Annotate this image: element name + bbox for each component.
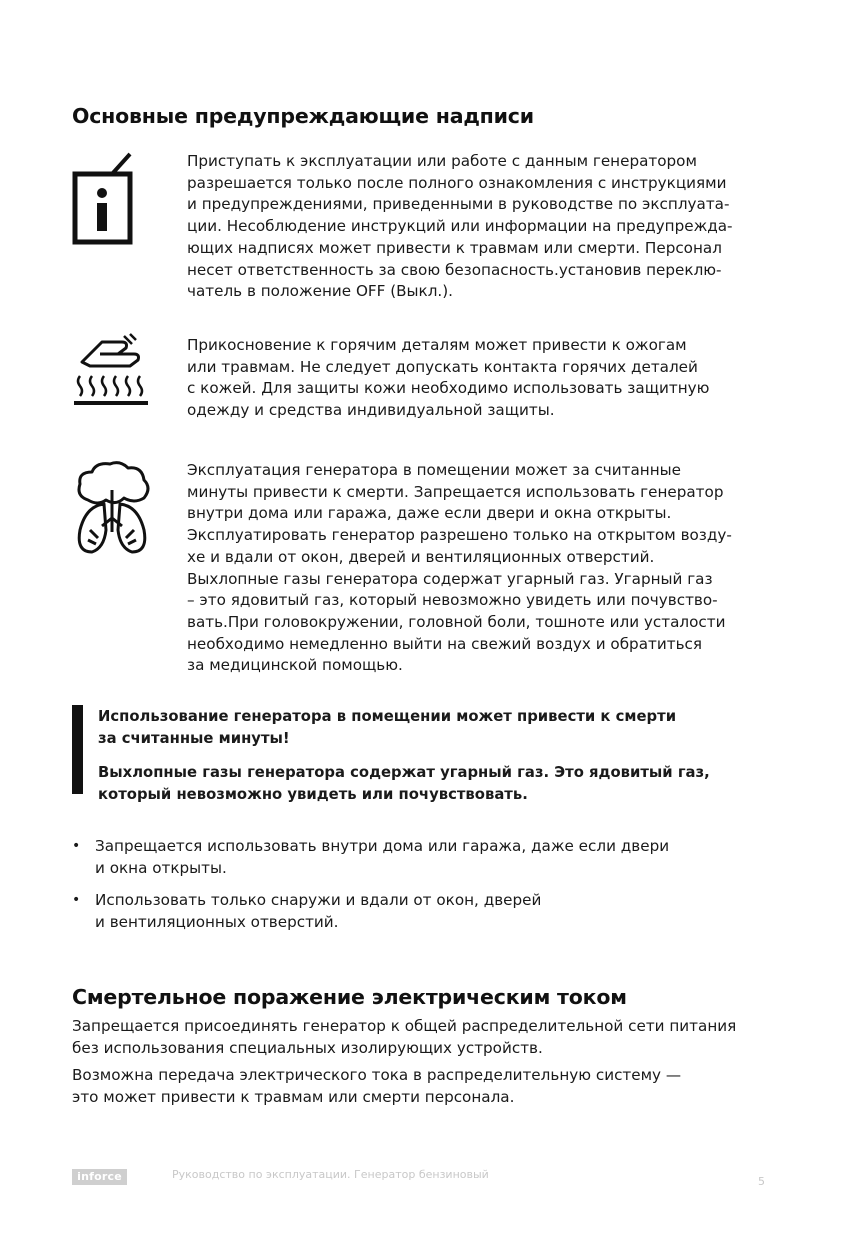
text-line: Выхлопные газы генератора содержат угарный газ. Это ядовитый газ, <box>98 764 710 781</box>
text-line: и окна открыты. <box>95 858 227 877</box>
text-line: – это ядовитый газ, который невозможно увидеть или почувство- <box>187 591 718 610</box>
text-line: несет ответственность за свою безопасность.установив переклю- <box>187 260 722 279</box>
hot-surface-icon <box>72 332 152 412</box>
list-item <box>72 836 772 879</box>
bullet-marker: • <box>72 838 81 854</box>
text-line: Эксплуатировать генератор разрешено только на открытом возду- <box>187 526 732 545</box>
brand-logo: inforce <box>72 1169 127 1185</box>
text-line: необходимо немедленно выйти на свежий воздух и обратиться <box>187 634 703 653</box>
text-line: без использования специальных изолирующих устройств. <box>72 1038 543 1057</box>
text-line: Приступать к эксплуатации или работе с данным генератором <box>187 152 697 170</box>
info-warning-text <box>187 151 787 303</box>
text-line: за считанные минуты! <box>98 729 290 747</box>
text-line: разрешается только после полного ознакомления с инструкциями <box>187 173 727 192</box>
callout-bar <box>72 705 83 794</box>
text-line: Запрещается использовать внутри дома или гаража, даже если двери <box>95 837 670 855</box>
bullet-marker: • <box>72 892 81 908</box>
text-line: и предупреждениями, приведенными в руководстве по эксплуата- <box>187 195 730 214</box>
footer-document-title: Руководство по эксплуатации. Генератор бензиновый <box>172 1168 489 1181</box>
text-line: или травмам. Не следует допускать контакта горячих деталей <box>187 357 698 376</box>
callout-paragraph-1 <box>98 706 778 749</box>
text-line: Использование генератора в помещении может привести к смерти <box>98 708 677 725</box>
text-line: хе и вдали от окон, дверей и вентиляционных отверстий. <box>187 547 655 566</box>
text-line: чатель в положение OFF (Выкл.). <box>187 282 454 301</box>
section-title-electric-shock: Смертельное поражение электрическим током <box>72 985 627 1009</box>
text-line: ющих надписях может привести к травмам или смерти. Персонал <box>187 238 722 257</box>
text-line: Запрещается присоединять генератор к общей распределительной сети питания <box>72 1017 737 1035</box>
section-title-warnings: Основные предупреждающие надписи <box>72 104 534 128</box>
text-line: Возможна передача электрического тока в распределительную систему — <box>72 1066 682 1084</box>
list-item <box>72 890 772 933</box>
text-line: внутри дома или гаража, даже если двери и окна открыты. <box>187 504 672 523</box>
text-line: с кожей. Для защиты кожи необходимо использовать защитную <box>187 379 710 398</box>
text-line: минуты привести к смерти. Запрещается использовать генератор <box>187 482 724 501</box>
toxic-fumes-warning-text <box>187 460 787 677</box>
manual-info-icon <box>72 150 134 250</box>
text-line: за медицинской помощью. <box>187 656 403 675</box>
text-line: и вентиляционных отверстий. <box>95 912 339 931</box>
electric-paragraph-1 <box>72 1016 792 1059</box>
text-line: который невозможно увидеть или почувствовать. <box>98 785 528 803</box>
page-number: 5 <box>758 1175 765 1188</box>
text-line: вать.При головокружении, головной боли, тошноте или усталости <box>187 612 726 631</box>
text-line: одежду и средства индивидуальной защиты. <box>187 401 555 420</box>
text-line: Использовать только снаружи и вдали от окон, дверей <box>95 891 542 909</box>
text-line: это может привести к травмам или смерти персонала. <box>72 1087 515 1106</box>
hot-surface-warning-text <box>187 335 787 422</box>
text-line: ции. Несоблюдение инструкций или информации на предупрежда- <box>187 217 733 236</box>
toxic-fumes-lungs-icon <box>72 460 154 562</box>
callout-paragraph-2 <box>98 762 778 805</box>
electric-paragraph-2 <box>72 1065 792 1108</box>
text-line: Эксплуатация генератора в помещении может за считанные <box>187 461 681 479</box>
text-line: Прикосновение к горячим деталям может привести к ожогам <box>187 336 687 354</box>
text-line: Выхлопные газы генератора содержат угарный газ. Угарный газ <box>187 569 713 588</box>
